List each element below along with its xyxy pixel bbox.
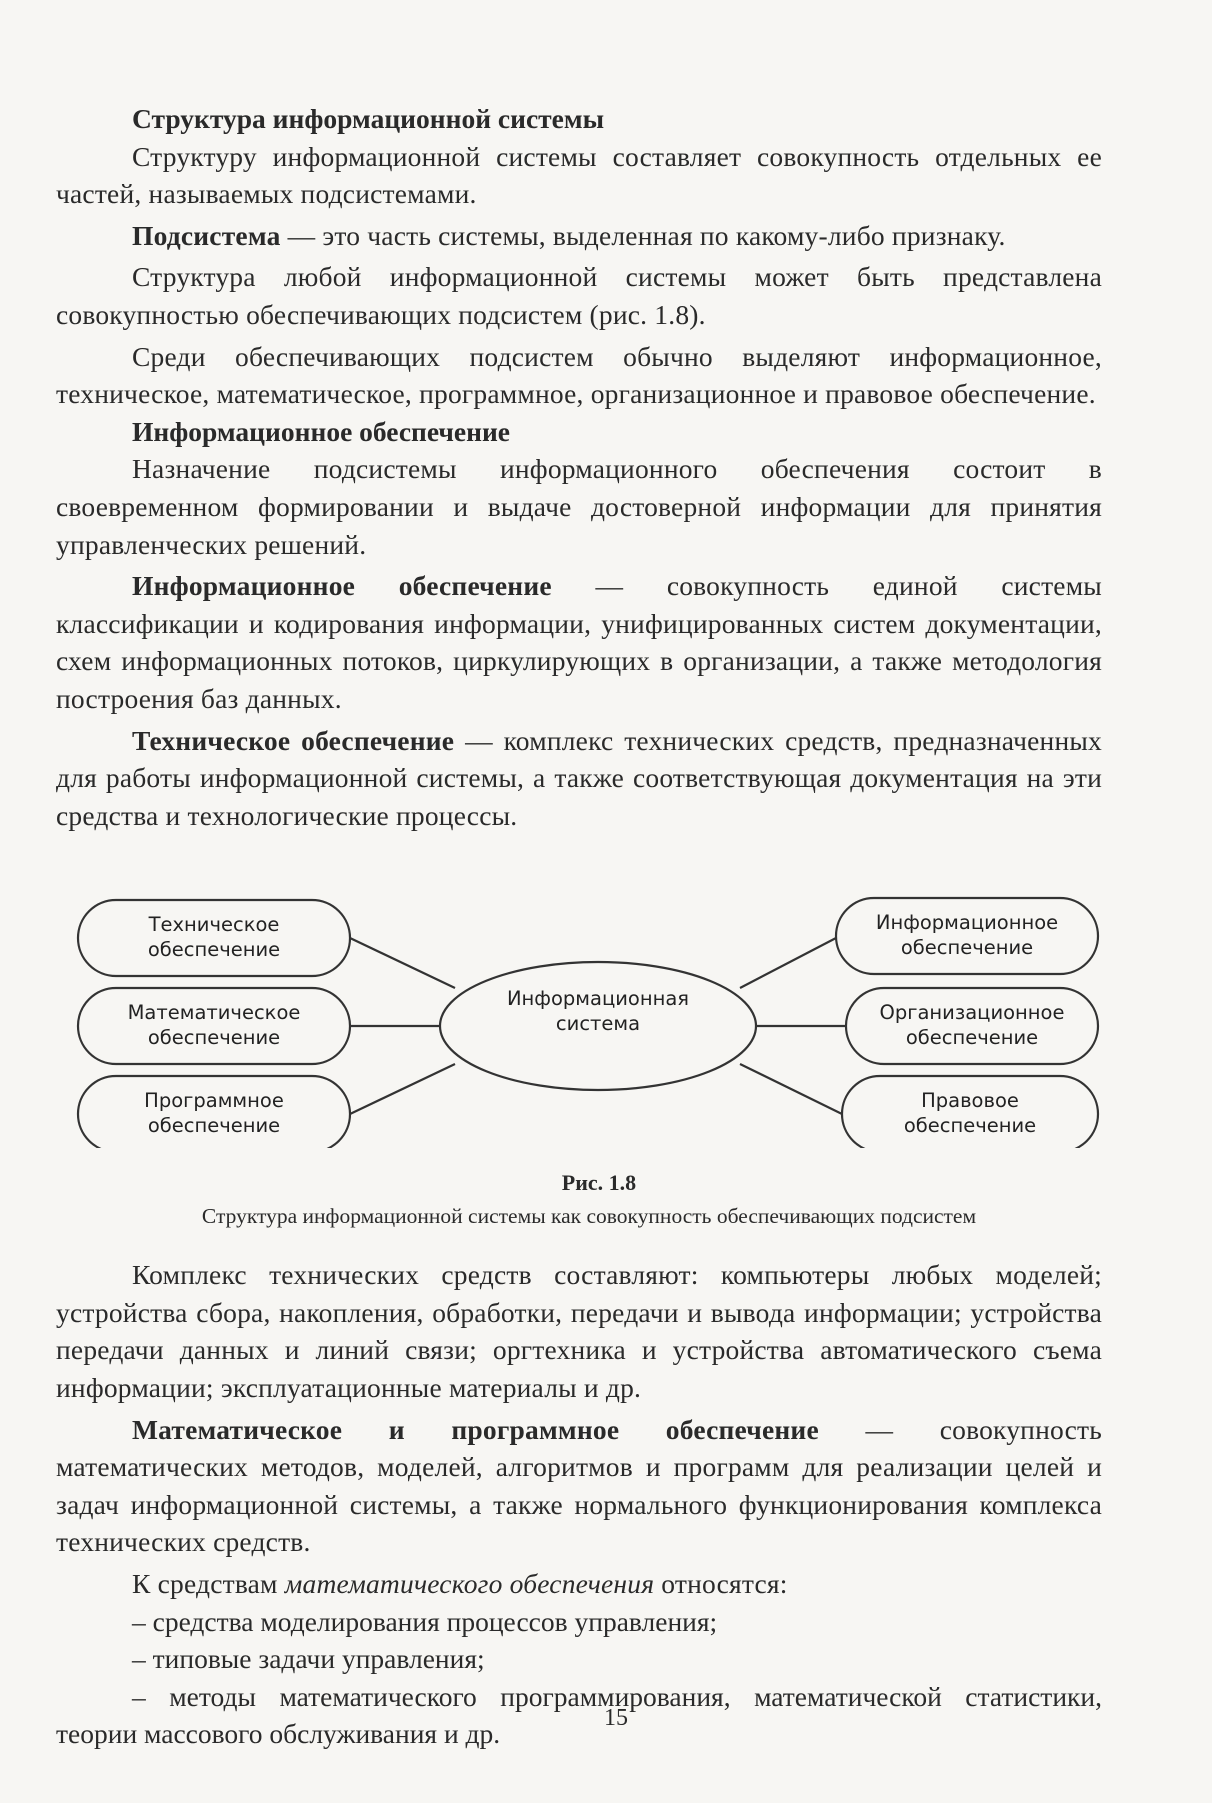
definition: — это часть системы, выделенная по какому-либо признаку. [280,219,1006,251]
node-organizational [846,1000,1098,1050]
node-line: обеспечение [905,1026,1039,1050]
center-node-line1: Информационная [506,987,690,1011]
node-line: Правовое [921,1089,1019,1113]
paragraph [56,1565,1102,1603]
connector-line [350,938,455,988]
term: Информационное обеспечение [132,570,552,602]
node-legal [842,1088,1098,1138]
text-run: относятся: [654,1568,788,1600]
paragraph [56,567,1102,717]
section-heading: Структура информационной системы [132,103,605,134]
node-line: обеспечение [147,1026,281,1050]
section-heading: Информационное обеспечение [132,415,511,447]
paragraph: Среди обеспечивающих подсистем обычно выделяют информационное, техническое, математическое, программное, организационное и правовое обеспечение. [56,340,1102,410]
term: Техническое обеспечение [132,724,455,756]
node-line: обеспечение [903,1114,1037,1138]
figure-caption: Структура информационной системы как совокупность обеспечивающих подсистем [201,1204,977,1229]
node-line: Техническое [148,913,280,937]
text-run: К средствам [132,1568,285,1600]
node-informational [836,910,1098,960]
definition: — совокупность математических методов, моделей, алгоритмов и программ для реализации целей и задач информационной системы, а также нормального функционирования комплекса технических средств. [56,1413,1102,1558]
paragraph: Назначение подсистемы информационного обеспечения состоит в своевременном формировании и выдаче достоверной информации для принятия управленческих решений. [56,453,1102,560]
paragraph [56,217,1102,255]
node-line: Математическое [127,1001,301,1025]
connector-line [740,1064,842,1114]
paragraph [56,1411,1102,1561]
connector-line [740,938,836,988]
center-node-line2: система [555,1012,641,1036]
structure-diagram [0,878,1212,1148]
node-line: обеспечение [147,938,281,962]
term: Подсистема [132,219,281,251]
node-line: обеспечение [147,1114,281,1138]
paragraph: Структура любой информационной системы может быть представлена совокупностью обеспечивающих подсистем (рис. 1.8). [56,261,1102,330]
center-node [390,986,806,1036]
figure-title: Рис. 1.8 [561,1170,637,1196]
paragraph [56,722,1102,835]
term: Математическое и программное обеспечение [132,1413,819,1445]
list-item: – средства моделирования процессов управления; [132,1605,718,1637]
connector-line [350,1064,455,1114]
list-item: – типовые задачи управления; [132,1643,485,1675]
list-item: – методы математического программирования, математической статистики, теории массового обслуживания и др. [56,1680,1102,1750]
node-software [78,1088,350,1138]
italic-term: математического обеспечения [284,1568,655,1600]
node-mathematical [78,1000,350,1050]
node-line: Информационное [875,911,1059,935]
definition: — комплекс технических средств, предназначенных для работы информационной системы, а также соответствующая документация на эти средства и технологические процессы. [56,724,1103,831]
page-number: 15 [604,1705,628,1731]
paragraph: Комплекс технических средств составляют: компьютеры любых моделей; устройства сбора, накопления, обработки, передачи и вывода информации; устройства передачи данных и линий связи; оргтехника и устройства автоматического съема информации; эксплуатационные материалы и др. [56,1259,1102,1404]
node-line: Организационное [879,1001,1065,1025]
node-line: обеспечение [900,936,1034,960]
paragraph: Структуру информационной системы составляет совокупность отдельных ее частей, называемых подсистемами. [56,140,1102,210]
definition: — совокупность единой системы классификации и кодирования информации, унифицированных систем документации, схем информационных потоков, циркулирующих в организации, а также методология построения баз данных. [56,570,1102,714]
node-technical [78,912,350,962]
node-line: Программное [144,1089,284,1113]
